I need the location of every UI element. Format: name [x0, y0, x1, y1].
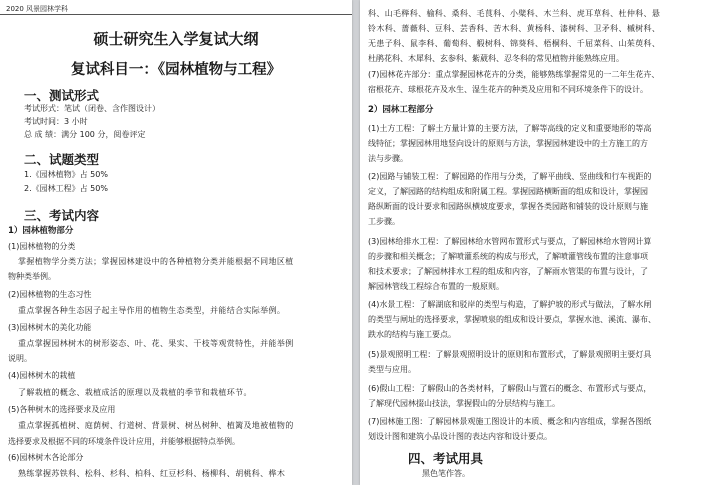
text-line: 掌握植物学分类方法；掌握园林建设中的各种植物分类并能根据不同地区植	[18, 257, 294, 266]
text-line: (5)各种树木的选择要求及应用	[8, 405, 116, 414]
text-line: 了解现代园林掇山技法，掌握假山的分层结构与施工。	[368, 399, 560, 408]
text-line: (1)土方工程：了解土方量计算的主要方法，了解等高线的定义和重要地形的等高	[368, 124, 652, 133]
text-line: 和技术要求；了解园林排水工程的组成和内容，了解雨水管渠的布置与设计，了	[368, 267, 648, 276]
text-line: 总 成 绩：满分 100 分，阅卷评定	[24, 130, 146, 139]
text-line: 定义，了解园路的结构组成和附属工程。掌握园路横断面的组成和设计，掌握园	[368, 187, 648, 196]
text-line: 重点掌握孤植树、庭荫树、行道树、背景树、树丛树种、植篱及地被植物的	[18, 421, 294, 430]
text-line: 跌水的结构与施工要点。	[368, 330, 456, 339]
text-line: 1.《园林植物》占 50%	[24, 170, 108, 179]
text-line: 重点掌握园林树木的树形姿态、叶、花、果实、干枝等观赏特性，并能举例	[18, 339, 294, 348]
text-line: (3)园林给排水工程：了解园林给水管网布置形式与要点，了解园林给水管网计算	[368, 237, 652, 246]
right-page	[360, 0, 720, 485]
text-line: (2)园路与铺装工程：了解园路的作用与分类，了解平曲线、竖曲线和行车视距的	[368, 172, 652, 181]
left-page	[0, 0, 352, 485]
text-line: (4)水景工程：了解湖底和驳岸的类型与构造，了解护坡的形式与做法，了解水闸	[368, 300, 652, 309]
text-line: 无患子科、鼠李科、葡萄科、椴树科、锦葵科、梧桐科、千屈菜科、山茱萸科、	[368, 39, 661, 48]
document-header: 2020 风景园林学科	[6, 5, 69, 13]
text-line: 熟练掌握苏铁科、松科、杉科、柏科、红豆杉科、杨柳科、胡桃科、桦木	[18, 469, 286, 478]
subsection-heading: 2）园林工程部分	[368, 105, 434, 115]
text-line: (7)园林施工图：了解园林景观施工图设计的本质、概念和内容组成，掌握各图纸	[368, 417, 652, 426]
subsection-heading: 1）园林植物部分	[8, 226, 74, 236]
text-line: 类型与应用。	[368, 365, 416, 374]
text-line: (3)园林树木的美化功能	[8, 323, 92, 332]
text-line: (1)园林植物的分类	[8, 242, 76, 251]
text-line: (6)园林树木各论部分	[8, 453, 84, 462]
text-line: 2.《园林工程》占 50%	[24, 184, 108, 193]
text-line: 铃木科、蔷薇科、豆科、芸香科、苦木科、黄杨科、漆树科、卫矛科、槭树科、	[368, 24, 661, 33]
text-line: (5)景观照明工程：了解景观照明设计的原则和布置形式，了解景观照明主要灯具	[368, 350, 652, 359]
text-line: 划设计图和建筑小品设计图的表达内容和设计要点。	[368, 432, 552, 441]
text-line: 宿根花卉、球根花卉及水生、湿生花卉的种类及应用和不同环境条件下的设计。	[368, 85, 648, 94]
text-line: 的步骤和相关概念；了解喷灌系统的构成与形式，了解喷灌管线布置的注意事项	[368, 252, 648, 261]
text-line: 了解栽植的概念、栽植成活的原理以及栽植的季节和栽植环节。	[18, 388, 252, 397]
text-line: 选择要求及根据不同的环境条件设计应用，并能够根据特点举例。	[8, 437, 240, 446]
section-heading-exam-tools: 四、考试用具	[408, 451, 484, 466]
text-line: 考试时间：3 小时	[24, 117, 88, 126]
text-line: 工步骤。	[368, 217, 400, 226]
section-heading-exam-content: 三、考试内容	[24, 208, 100, 223]
header-divider	[0, 14, 352, 15]
text-line: 重点掌握各种生态因子起主导作用的植物生态类型，并能结合实际举例。	[18, 306, 286, 315]
subject-title: 复试科目一：《园林植物与工程》	[70, 61, 282, 78]
text-line: 说明。	[8, 354, 32, 363]
text-line: 解园林管线工程综合布置的一般原则。	[368, 282, 504, 291]
text-line: 的类型与闸址的选择要求，掌握喷泉的组成和设计要点，掌握水池、溪流、瀑布、	[368, 315, 656, 324]
text-line: 线特征；掌握园林用地竖向设计的原则与方法，掌握园林建设中的土方施工的方	[368, 139, 648, 148]
section-heading-question-types: 二、试题类型	[24, 152, 100, 167]
text-line: (6)假山工程：了解假山的各类材料，了解假山与置石的概念、布置形式与要点，	[368, 384, 652, 393]
text-line: 考试形式：笔试（闭卷、含作图设计）	[24, 104, 160, 113]
text-line: 物种类举例。	[8, 272, 56, 281]
text-line: (2)园林植物的生态习性	[8, 290, 92, 299]
text-line: (4)园林树木的栽植	[8, 371, 76, 380]
document-title: 硕士研究生入学复试大纲	[93, 30, 259, 48]
text-line: 路纵断面的设计要求和园路纵横坡度要求，掌握各类园路和铺装的设计原则与施	[368, 202, 648, 211]
text-line: 科、山毛榉科、榆科、桑科、毛茛科、小檗科、木兰科、虎耳草科、杜仲科、悬	[368, 9, 661, 18]
text-line: 黑色笔作答。	[422, 469, 470, 478]
text-line: (7)园林花卉部分：重点掌握园林花卉的分类，能够熟练掌握常见的一二年生花卉、	[368, 70, 660, 79]
text-line: 法与步骤。	[368, 154, 408, 163]
text-line: 杜鹃花科、木犀科、玄参科、紫葳科、忍冬科的常见植物并能熟练应用。	[368, 54, 624, 63]
section-heading-test-format: 一、测试形式	[24, 88, 100, 103]
